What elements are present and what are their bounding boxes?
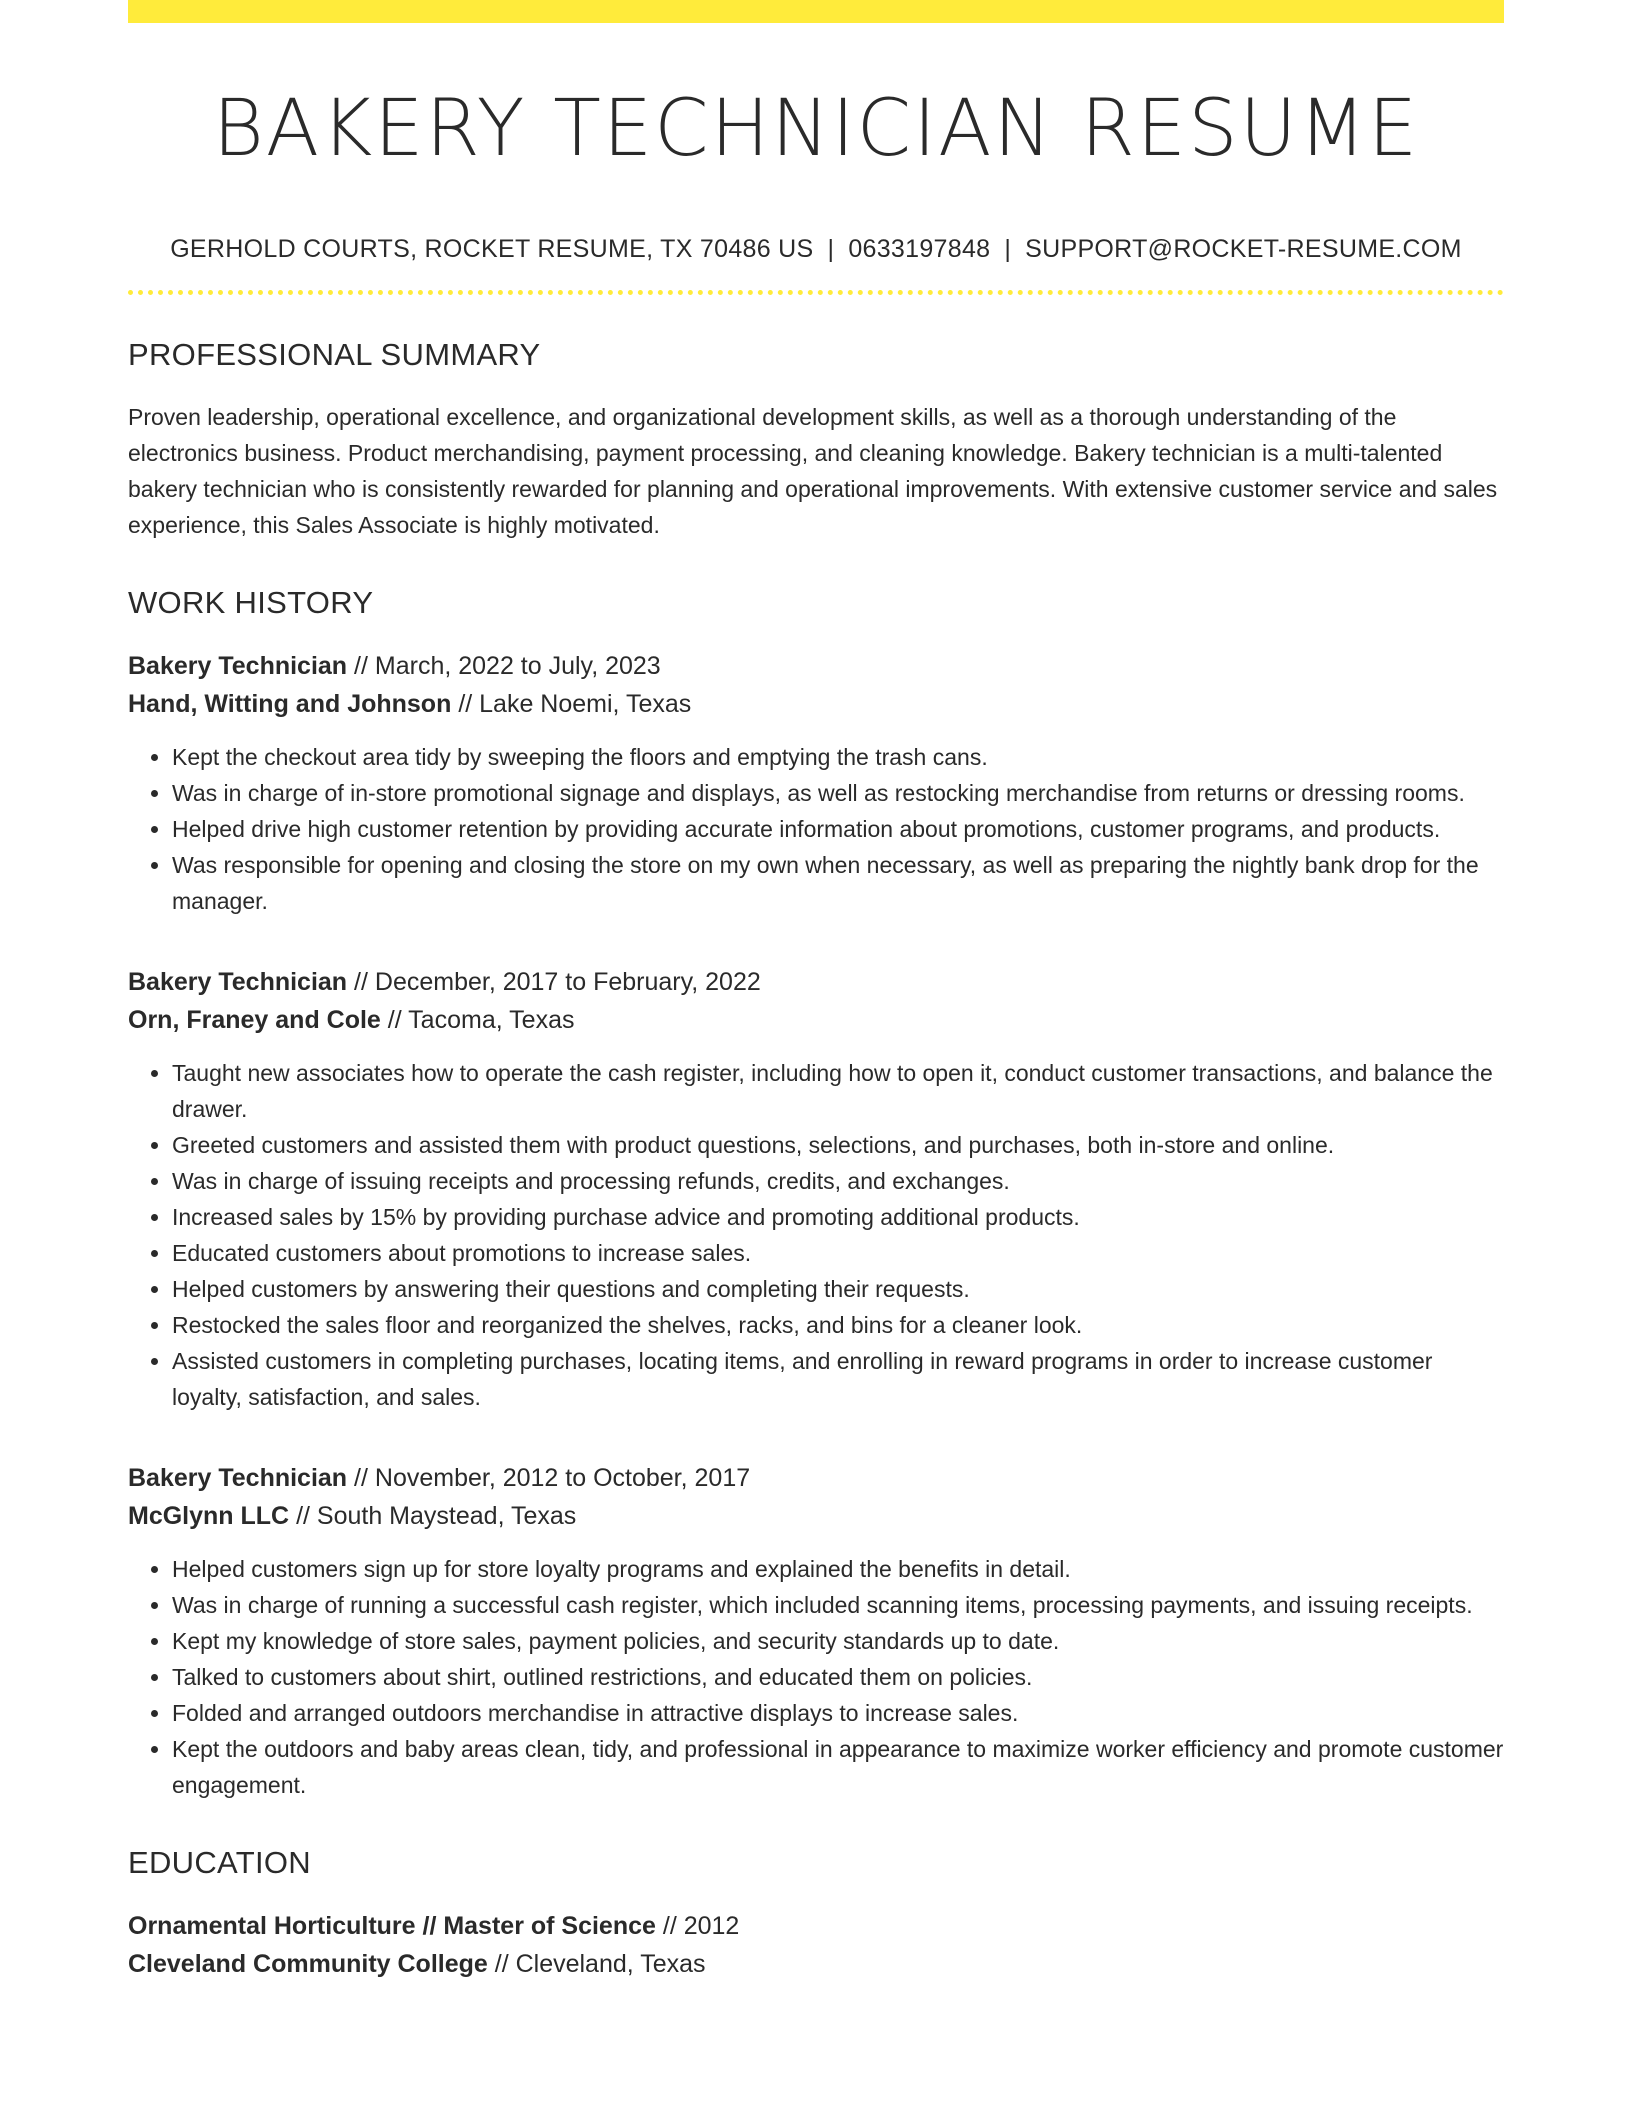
job-location: // Lake Noemi, Texas [458,689,692,718]
job-company-line [128,685,1504,723]
education-location: // Cleveland, Texas [494,1949,706,1978]
job-bullet: • Greeted customers and assisted them with product questions, selections, and purchases, both in-store and online. [172,1127,1504,1163]
job-dates: // March, 2022 to July, 2023 [354,651,661,680]
education-degree: Ornamental Horticulture // Master of Science [128,1911,656,1940]
job-bullet: • Increased sales by 15% by providing purchase advice and promoting additional products. [172,1199,1504,1235]
education-entry [128,1907,1504,1983]
contact-line [128,235,1504,264]
resume-page [128,0,1504,1983]
education-school: Cleveland Community College [128,1949,488,1978]
accent-top-bar [128,0,1504,23]
contact-address: GERHOLD COURTS, ROCKET RESUME, TX 70486 US [170,234,814,263]
job-company-line [128,1001,1504,1039]
job-bullet: • Educated customers about promotions to increase sales. [172,1235,1504,1271]
contact-email: SUPPORT@ROCKET-RESUME.COM [1025,234,1462,263]
job-location: // South Maystead, Texas [296,1501,577,1530]
job-bullet: • Taught new associates how to operate the cash register, including how to open it, conduct customer transactions, and balance the drawer. [172,1055,1504,1127]
job-bullets [128,1055,1504,1415]
education-heading: EDUCATION [128,1844,311,1880]
job-dates: // November, 2012 to October, 2017 [354,1463,751,1492]
job-bullet: • Kept my knowledge of store sales, payment policies, and security standards up to date. [172,1623,1504,1659]
job-bullet: • Assisted customers in completing purchases, locating items, and enrolling in reward programs in order to increase customer loyalty, satisfaction, and sales. [172,1343,1504,1415]
job-bullets [128,1551,1504,1803]
job-bullet: • Kept the checkout area tidy by sweeping the floors and emptying the trash cans. [172,739,1504,775]
job-title-line [128,963,1504,1001]
education-year: // 2012 [662,1911,740,1940]
job-bullet: • Talked to customers about shirt, outlined restrictions, and educated them on policies. [172,1659,1504,1695]
dotted-divider [128,290,1504,295]
job-title-line [128,1459,1504,1497]
job-bullet: • Kept the outdoors and baby areas clean, tidy, and professional in appearance to maximize worker efficiency and promote customer engagement. [172,1731,1504,1803]
job-company: Orn, Franey and Cole [128,1005,381,1034]
job-bullet: • Was responsible for opening and closing the store on my own when necessary, as well as preparing the nightly bank drop for the manager. [172,847,1504,919]
summary-text: Proven leadership, operational excellence, and organizational development skills, as well as a thorough understanding of the electronics business. Product merchandising, payment processing, and cleaning knowledge. Bakery technician is a multi-talented bakery technician who is consistently rewarded for planning and operational improvements. With extensive customer service and sales experience, this Sales Associate is highly motivated. [128,403,1498,538]
job-title: Bakery Technician [128,651,348,680]
job-entry [128,647,1504,919]
contact-separator: | [827,234,835,263]
job-title: Bakery Technician [128,1463,348,1492]
job-bullet: • Restocked the sales floor and reorganized the shelves, racks, and bins for a cleaner look. [172,1307,1504,1343]
contact-phone: 0633197848 [848,234,991,263]
work-history-heading: WORK HISTORY [128,584,374,620]
job-entry [128,963,1504,1415]
resume-title: BAKERY TECHNICIAN RESUME [212,84,1420,174]
contact-separator: | [1004,234,1012,263]
job-bullets [128,739,1504,919]
job-bullet: • Helped customers sign up for store loyalty programs and explained the benefits in detail. [172,1551,1504,1587]
job-location: // Tacoma, Texas [387,1005,575,1034]
job-company: McGlynn LLC [128,1501,290,1530]
job-dates: // December, 2017 to February, 2022 [354,967,761,996]
job-bullet: • Folded and arranged outdoors merchandise in attractive displays to increase sales. [172,1695,1504,1731]
education-school-line [128,1945,1504,1983]
job-title: Bakery Technician [128,967,348,996]
job-bullet: • Helped drive high customer retention by providing accurate information about promotions, customer programs, and products. [172,811,1504,847]
job-bullet: • Was in charge of in-store promotional signage and displays, as well as restocking merchandise from returns or dressing rooms. [172,775,1504,811]
education-degree-line [128,1907,1504,1945]
job-title-line [128,647,1504,685]
job-bullet: • Helped customers by answering their questions and completing their requests. [172,1271,1504,1307]
job-bullet: • Was in charge of running a successful cash register, which included scanning items, processing payments, and issuing receipts. [172,1587,1504,1623]
job-company-line [128,1497,1504,1535]
summary-heading: PROFESSIONAL SUMMARY [128,336,541,372]
job-entry [128,1459,1504,1803]
job-bullet: • Was in charge of issuing receipts and processing refunds, credits, and exchanges. [172,1163,1504,1199]
job-company: Hand, Witting and Johnson [128,689,452,718]
